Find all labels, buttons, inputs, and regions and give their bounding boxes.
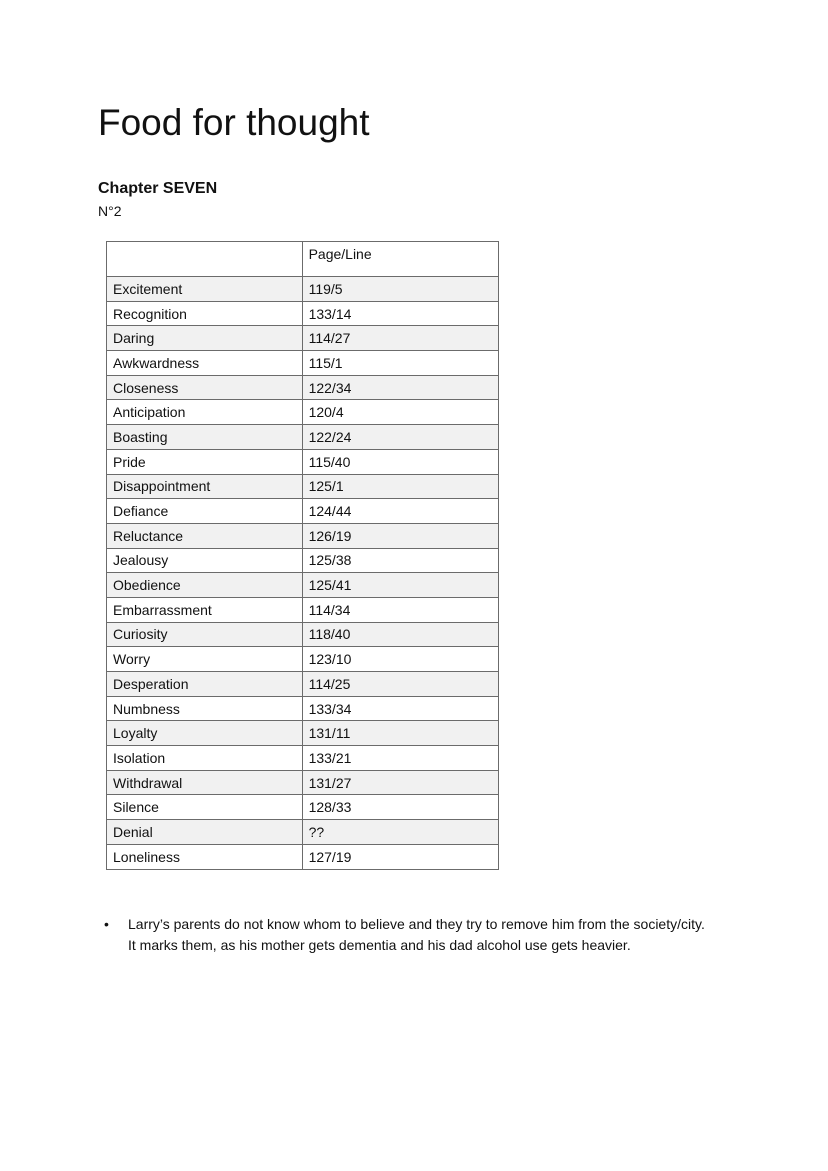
table-header-row [107,242,499,277]
emotion-cell: Withdrawal [107,770,303,795]
page-line-cell: ?? [302,820,498,845]
page-line-cell: 123/10 [302,647,498,672]
page-line-cell: 114/27 [302,326,498,351]
table-row [107,573,499,598]
table-header-cell-emotion [107,242,303,277]
list-item [104,914,714,955]
page-line-cell: 133/21 [302,746,498,771]
emotion-cell: Daring [107,326,303,351]
emotion-cell: Disappointment [107,474,303,499]
page-line-cell: 122/24 [302,425,498,450]
table-row [107,820,499,845]
page-line-cell: 115/40 [302,449,498,474]
table-row [107,770,499,795]
note-text: Larry’s parents do not know whom to believe and they try to remove him from the society/city. It marks them, as his mother gets dementia and his dad alcohol use gets heavier. [128,916,705,953]
emotion-cell: Excitement [107,277,303,302]
table-row [107,672,499,697]
table-row [107,696,499,721]
page-line-cell: 119/5 [302,277,498,302]
emotion-cell: Loyalty [107,721,303,746]
table-row [107,474,499,499]
page-line-cell: 133/14 [302,301,498,326]
page-line-cell: 115/1 [302,351,498,376]
emotion-cell: Jealousy [107,548,303,573]
page-line-cell: 125/38 [302,548,498,573]
table-row [107,375,499,400]
emotion-cell: Worry [107,647,303,672]
page-line-cell: 125/1 [302,474,498,499]
emotion-cell: Closeness [107,375,303,400]
emotion-cell: Numbness [107,696,303,721]
emotion-cell: Silence [107,795,303,820]
table-row [107,301,499,326]
emotion-cell: Reluctance [107,523,303,548]
table-row [107,746,499,771]
table-row [107,425,499,450]
table-row [107,449,499,474]
page-line-cell: 126/19 [302,523,498,548]
page-line-cell: 133/34 [302,696,498,721]
bullet-icon: • [104,916,109,932]
page-line-cell: 114/25 [302,672,498,697]
emotion-cell: Loneliness [107,844,303,869]
emotion-cell: Pride [107,449,303,474]
table-body [107,277,499,870]
emotion-cell: Isolation [107,746,303,771]
page-line-cell: 131/27 [302,770,498,795]
table-row [107,795,499,820]
table-row [107,622,499,647]
emotion-cell: Embarrassment [107,597,303,622]
page-line-cell: 122/34 [302,375,498,400]
emotion-cell: Desperation [107,672,303,697]
table-header-cell-page-line: Page/Line [302,242,498,277]
emotion-cell: Recognition [107,301,303,326]
table-row [107,326,499,351]
emotion-cell: Anticipation [107,400,303,425]
table-row [107,499,499,524]
page-line-cell: 118/40 [302,622,498,647]
page-line-cell: 125/41 [302,573,498,598]
table-row [107,351,499,376]
emotion-cell: Denial [107,820,303,845]
table-row [107,523,499,548]
page-line-cell: 114/34 [302,597,498,622]
page-line-cell: 128/33 [302,795,498,820]
chapter-heading: Chapter SEVEN [98,180,218,197]
table-row [107,548,499,573]
table-row [107,400,499,425]
chapter-number: N°2 [98,203,122,219]
emotions-table [106,241,499,870]
notes-list [104,914,714,955]
document-title: Food for thought [98,102,370,143]
page-line-cell: 124/44 [302,499,498,524]
emotion-cell: Obedience [107,573,303,598]
page-line-cell: 120/4 [302,400,498,425]
table-row [107,277,499,302]
table-row [107,597,499,622]
emotion-cell: Defiance [107,499,303,524]
table-row [107,721,499,746]
page-line-cell: 127/19 [302,844,498,869]
emotion-cell: Curiosity [107,622,303,647]
page-line-cell: 131/11 [302,721,498,746]
table-row [107,647,499,672]
table-row [107,844,499,869]
emotion-cell: Awkwardness [107,351,303,376]
emotion-cell: Boasting [107,425,303,450]
